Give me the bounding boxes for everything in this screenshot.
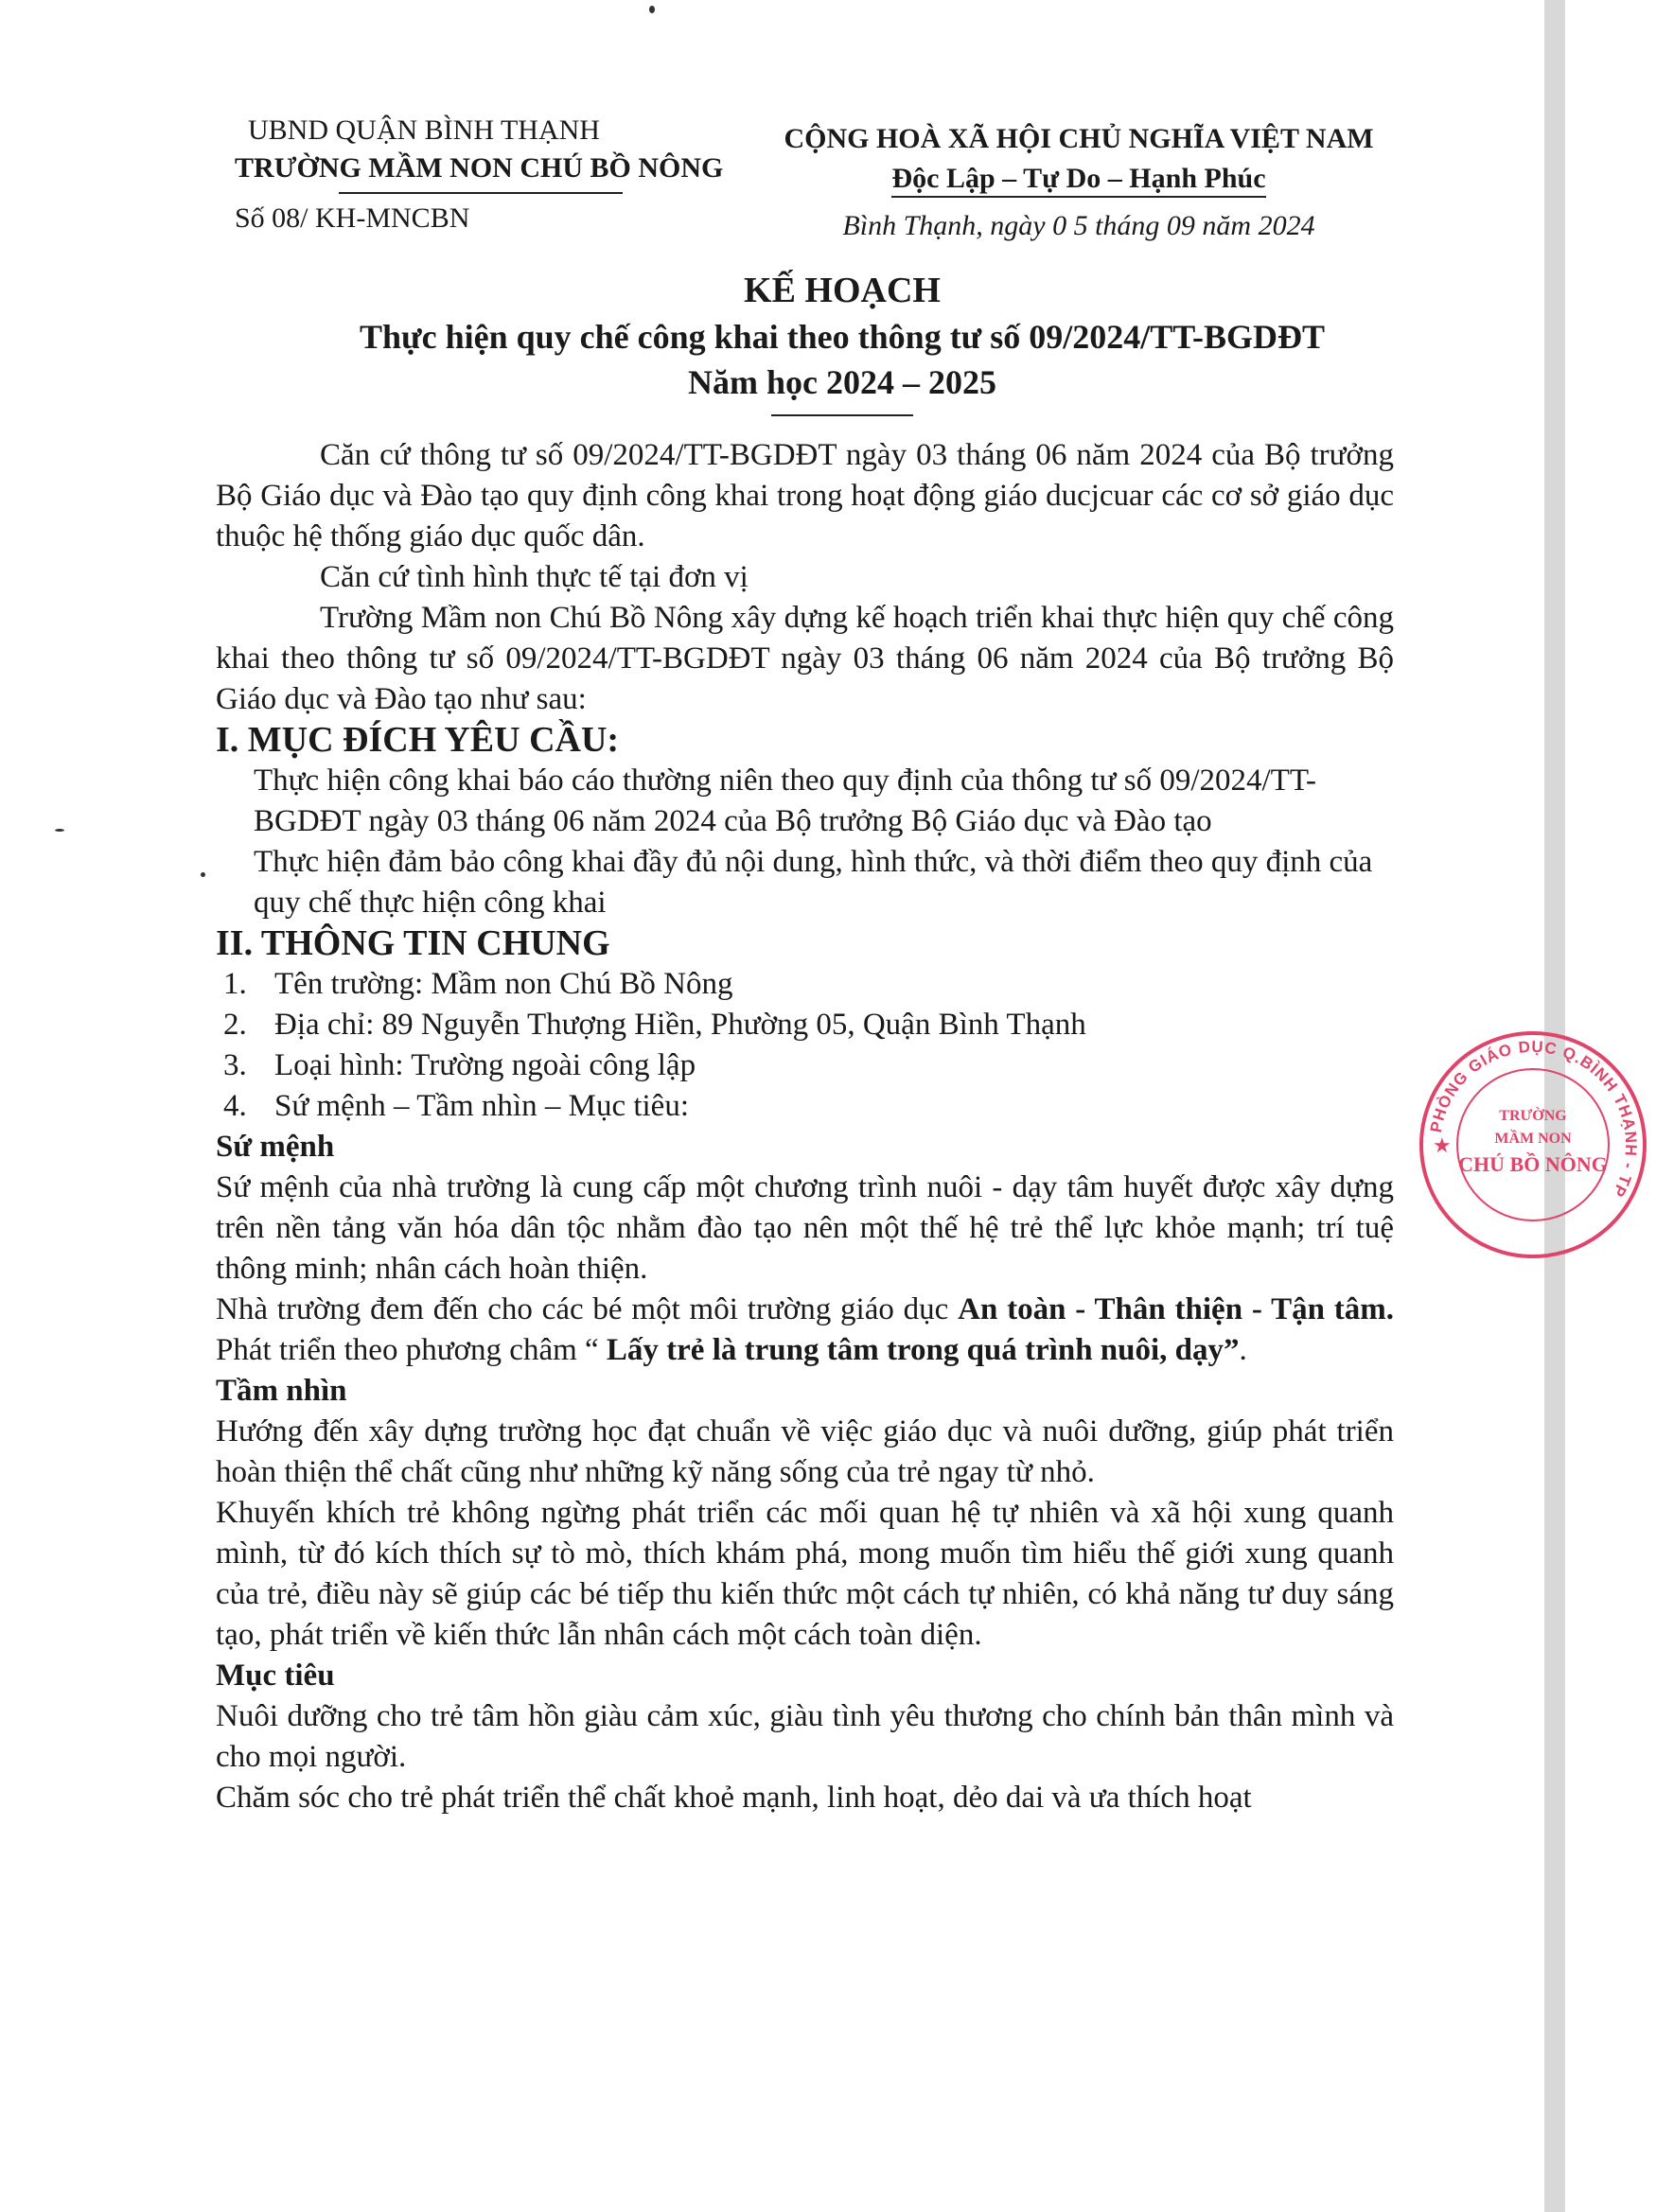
vision-paragraph: Hướng đến xây dựng trường học đạt chuẩn về việc giáo dục và nuôi dưỡng, giúp phát triển hoàn thiện thể chất cũng như những kỹ năng sống của trẻ ngay từ nhỏ. [216,1414,1394,1489]
list-text: Sứ mệnh – Tầm nhìn – Mục tiêu: [274,1089,689,1123]
subheading-mission: Sứ mệnh [216,1130,335,1164]
list-text: Tên trường: Mầm non Chú Bồ Nông [274,967,733,1001]
scan-speck [55,829,64,832]
header-left [235,112,727,237]
list-number: 4. [223,1089,247,1123]
mission-paragraph [216,1290,1394,1371]
national-motto: Độc Lập – Tự Do – Hạnh Phúc [891,163,1265,198]
scan-speck [201,872,205,877]
document-date: Bình Thạnh, ngày 0 5 tháng 09 năm 2024 [842,210,1315,241]
list-item [216,1005,1394,1045]
document-title [189,267,1495,416]
info-list [216,964,1394,1127]
purpose-paragraph: Thực hiện công khai báo cáo thường niên theo quy định của thông tư số 09/2024/TT-BGDĐT ngày 03 tháng 06 năm 2024 của Bộ trưởng Bộ Giáo dục và Đào tạo [254,764,1316,838]
svg-text:TRƯỜNG: TRƯỜNG [1499,1108,1567,1124]
mission-paragraph: Sứ mệnh của nhà trường là cung cấp một chương trình nuôi - dạy tâm huyết được xây dựng trên nền tảng văn hóa dân tộc nhằm đào tạo nên một thế hệ trẻ thể lực khỏe mạnh; trí tuệ thông minh; nhân cách hoàn thiện. [216,1170,1394,1286]
text-run: Nhà trường đem đến cho các bé một môi trường giáo dục [216,1292,959,1326]
list-item [216,964,1394,1005]
text-run-bold: Lấy trẻ là trung tâm trong quá trình nuôi, dạy” [606,1333,1240,1367]
national-title: CỘNG HOÀ XÃ HỘI CHỦ NGHĨA VIỆT NAM [784,123,1374,154]
subheading-goals: Mục tiêu [216,1659,335,1693]
title-divider [771,414,913,416]
header-right [776,119,1382,246]
list-number: 3. [223,1048,247,1082]
intro-paragraph: Căn cứ tình hình thực tế tại đơn vị [320,560,749,594]
list-number: 2. [223,1008,247,1042]
title-line-2: Thực hiện quy chế công khai theo thông tư số 09/2024/TT-BGDĐT [359,318,1326,357]
section-heading: II. THÔNG TIN CHUNG [216,923,610,963]
list-item [216,1086,1394,1127]
intro-paragraph: Trường Mầm non Chú Bồ Nông xây dựng kế hoạch triển khai thực hiện quy chế công khai theo thông tư số 09/2024/TT-BGDĐT ngày 03 tháng 06 năm 2024 của Bộ trưởng Bộ Giáo dục và Đào tạo như sau: [216,601,1394,716]
list-item [216,1045,1394,1086]
goals-paragraph: Chăm sóc cho trẻ phát triển thể chất khoẻ mạnh, linh hoạt, dẻo dai và ưa thích hoạt [216,1781,1252,1815]
svg-text:★: ★ [1433,1134,1452,1158]
scan-speck [649,6,655,13]
list-text: Loại hình: Trường ngoài công lập [274,1048,696,1082]
list-text: Địa chỉ: 89 Nguyễn Thượng Hiền, Phường 05, Quận Bình Thạnh [274,1008,1086,1042]
title-line-1: KẾ HOẠCH [744,271,941,310]
intro-paragraph: Căn cứ thông tư số 09/2024/TT-BGDĐT ngày 03 tháng 06 năm 2024 của Bộ trưởng Bộ Giáo dục và Đào tạo quy định công khai trong hoạt động giáo ducjcuar các cơ sở giáo dục thuộc hệ thống giáo dục quốc dân. [216,438,1394,553]
agency-name: UBND QUẬN BÌNH THẠNH [248,114,600,146]
section-heading: I. MỤC ĐÍCH YÊU CẦU: [216,720,620,760]
document-body [216,435,1394,1818]
svg-text:CHÚ BỒ NÔNG: CHÚ BỒ NÔNG [1458,1152,1608,1176]
text-run-bold: An toàn - Thân thiện - Tận tâm. [958,1292,1394,1326]
title-line-3: Năm học 2024 – 2025 [688,362,996,401]
list-number: 1. [223,967,247,1001]
text-run: . [1239,1333,1247,1367]
goals-paragraph: Nuôi dưỡng cho trẻ tâm hồn giàu cảm xúc, giàu tình yêu thương cho chính bản thân mình và cho mọi người. [216,1699,1394,1774]
header-divider [339,192,623,194]
subheading-vision: Tầm nhìn [216,1374,347,1408]
svg-text:PHÒNG GIÁO DỤC Q.BÌNH THẠNH -: PHÒNG GIÁO DỤC Q.BÌNH THẠNH - TP [1426,1037,1641,1201]
vision-paragraph: Khuyến khích trẻ không ngừng phát triển các mối quan hệ tự nhiên và xã hội xung quanh mình, từ đó kích thích sự tò mò, thích khám phá, mong muốn tìm hiểu thế giới xung quanh của trẻ, điều này sẽ giúp các bé tiếp thu kiến thức một cách tự nhiên, có khả năng tư duy sáng tạo, phát triển về kiến thức lẫn nhân cách một cách toàn diện. [216,1496,1394,1652]
school-name: TRƯỜNG MẦM NON CHÚ BỒ NÔNG [235,151,724,184]
purpose-paragraph: Thực hiện đảm bảo công khai đầy đủ nội dung, hình thức, và thời điểm theo quy định của quy chế thực hiện công khai [254,845,1373,920]
text-run: Phát triển theo phương châm “ [216,1333,607,1367]
purpose-block [216,761,1394,923]
school-seal [1410,1022,1656,1268]
svg-text:MẦM NON: MẦM NON [1494,1131,1572,1147]
document-number: Số 08/ KH-MNCBN [235,202,470,235]
